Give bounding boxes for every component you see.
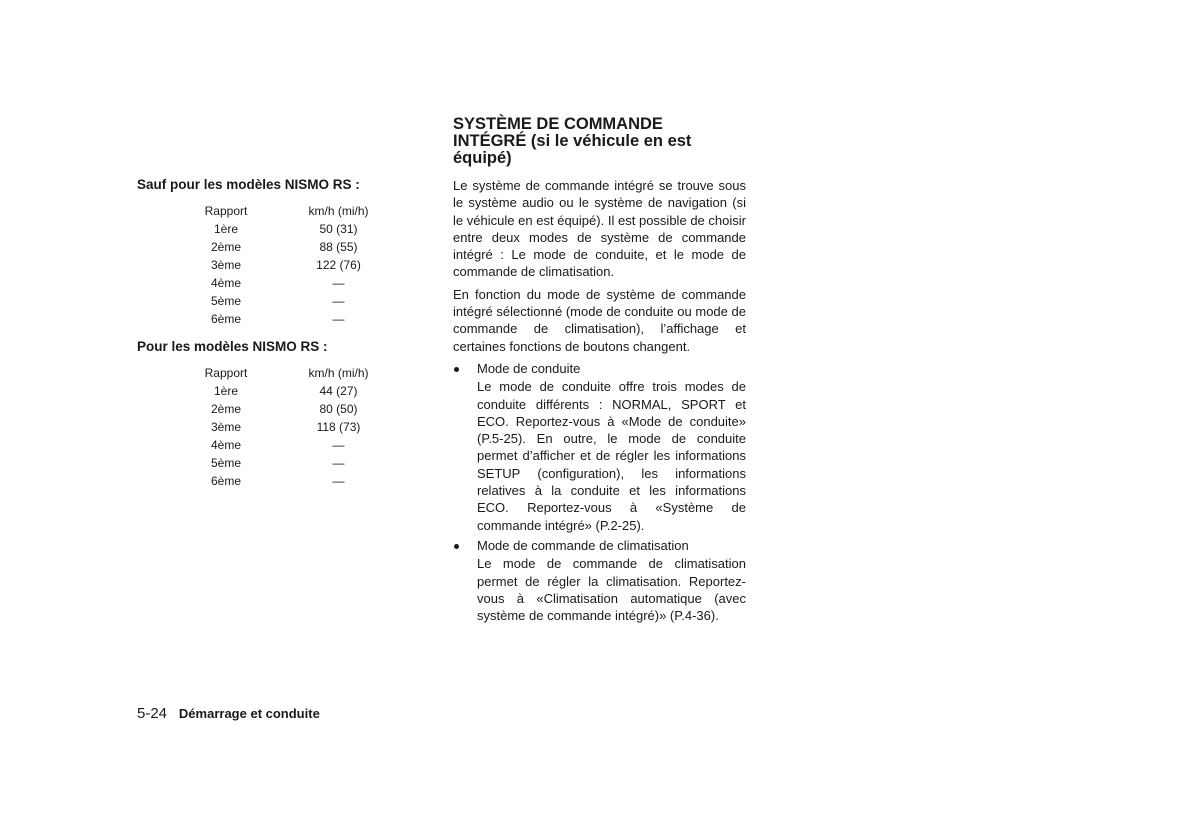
table-header-row [137, 364, 396, 382]
table-row [137, 400, 396, 418]
speed-cell: — [332, 438, 345, 452]
column-header-speed: km/h (mi/h) [308, 366, 369, 380]
speed-cell: 80 (50) [319, 402, 358, 416]
gear-cell: 2ème [210, 402, 242, 416]
section-heading-nismo-rs: Pour les modèles NISMO RS : [137, 339, 328, 354]
left-column [137, 176, 417, 490]
gear-cell: 5ème [210, 294, 242, 308]
section-title [453, 116, 746, 167]
gear-cell: 2ème [210, 240, 242, 254]
section-nismo-rs [137, 338, 417, 490]
speed-cell: 118 (73) [316, 420, 361, 434]
page-footer [137, 703, 320, 724]
gear-speed-table-standard [137, 202, 396, 328]
table-row [137, 418, 396, 436]
speed-cell: — [332, 474, 345, 488]
bullet-body: Le mode de conduite offre trois modes de conduite différents : NORMAL, SPORT et ECO. Reportez-vous à «Mode de conduite» (P.5-25). En outre, le mode de conduite permet d’afficher et de régler les informations SETUP (configuration), les informations relatives à la conduite et les informations ECO. Reportez-vous à «Système de commande intégré» (P.2-25). [477, 379, 746, 533]
bullet-item-driving-mode [453, 360, 746, 534]
table-row [137, 382, 396, 400]
table-row [137, 472, 396, 490]
bullet-item-climate-mode [453, 537, 746, 624]
right-column [453, 116, 746, 627]
bullet-title: Mode de commande de climatisation [477, 537, 689, 553]
gear-cell: 4ème [210, 276, 242, 290]
gear-cell: 4ème [210, 438, 242, 452]
table-row [137, 454, 396, 472]
bullet-title: Mode de conduite [477, 360, 581, 376]
speed-cell: — [332, 456, 345, 470]
speed-cell: 50 (31) [319, 222, 358, 236]
gear-cell: 3ème [210, 258, 242, 272]
speed-cell: 44 (27) [319, 384, 358, 398]
bullet-dot-icon [454, 367, 459, 372]
bullet-dot-icon [454, 544, 459, 549]
gear-cell: 6ème [210, 312, 242, 326]
column-header-gear: Rapport [204, 366, 248, 380]
gear-cell: 6ème [210, 474, 242, 488]
page-number: 5-24 [137, 705, 168, 722]
chapter-title: Démarrage et conduite [178, 706, 320, 721]
section-title-line-1: SYSTÈME DE COMMANDE [453, 115, 663, 133]
section-title-line-3: équipé) [453, 149, 512, 167]
bullet-body: Le mode de commande de climatisation permet de régler la climatisation. Reportez-vous à «Climatisation automatique (avec système de commande intégré)» (P.4-36). [477, 556, 746, 624]
table-row [137, 238, 396, 256]
section-heading-standard: Sauf pour les modèles NISMO RS : [137, 177, 360, 192]
gear-cell: 5ème [210, 456, 242, 470]
table-row [137, 436, 396, 454]
table-header-row [137, 202, 396, 220]
table-row [137, 274, 396, 292]
column-header-speed: km/h (mi/h) [308, 204, 369, 218]
speed-cell: — [332, 312, 345, 326]
gear-cell: 1ère [213, 222, 239, 236]
speed-cell: 88 (55) [319, 240, 358, 254]
speed-cell: — [332, 294, 345, 308]
section-title-line-2: INTÉGRÉ (si le véhicule en est [453, 132, 692, 150]
gear-cell: 3ème [210, 420, 242, 434]
mode-paragraph: En fonction du mode de système de commande intégré sélectionné (mode de conduite ou mode de commande de climatisation), l’affichage et certaines fonctions de boutons changent. [453, 286, 746, 354]
table-row [137, 310, 396, 328]
table-row [137, 256, 396, 274]
table-row [137, 220, 396, 238]
table-row [137, 292, 396, 310]
speed-cell: 122 (76) [316, 258, 361, 272]
column-header-gear: Rapport [204, 204, 248, 218]
gear-speed-table-nismo-rs [137, 364, 396, 490]
speed-cell: — [332, 276, 345, 290]
gear-cell: 1ère [213, 384, 239, 398]
intro-paragraph: Le système de commande intégré se trouve sous le système audio ou le système de navigation (si le véhicule en est équipé). Il est possible de choisir entre deux modes de système de commande intégré : Le mode de conduite, et le mode de commande de climatisation. [453, 178, 746, 280]
